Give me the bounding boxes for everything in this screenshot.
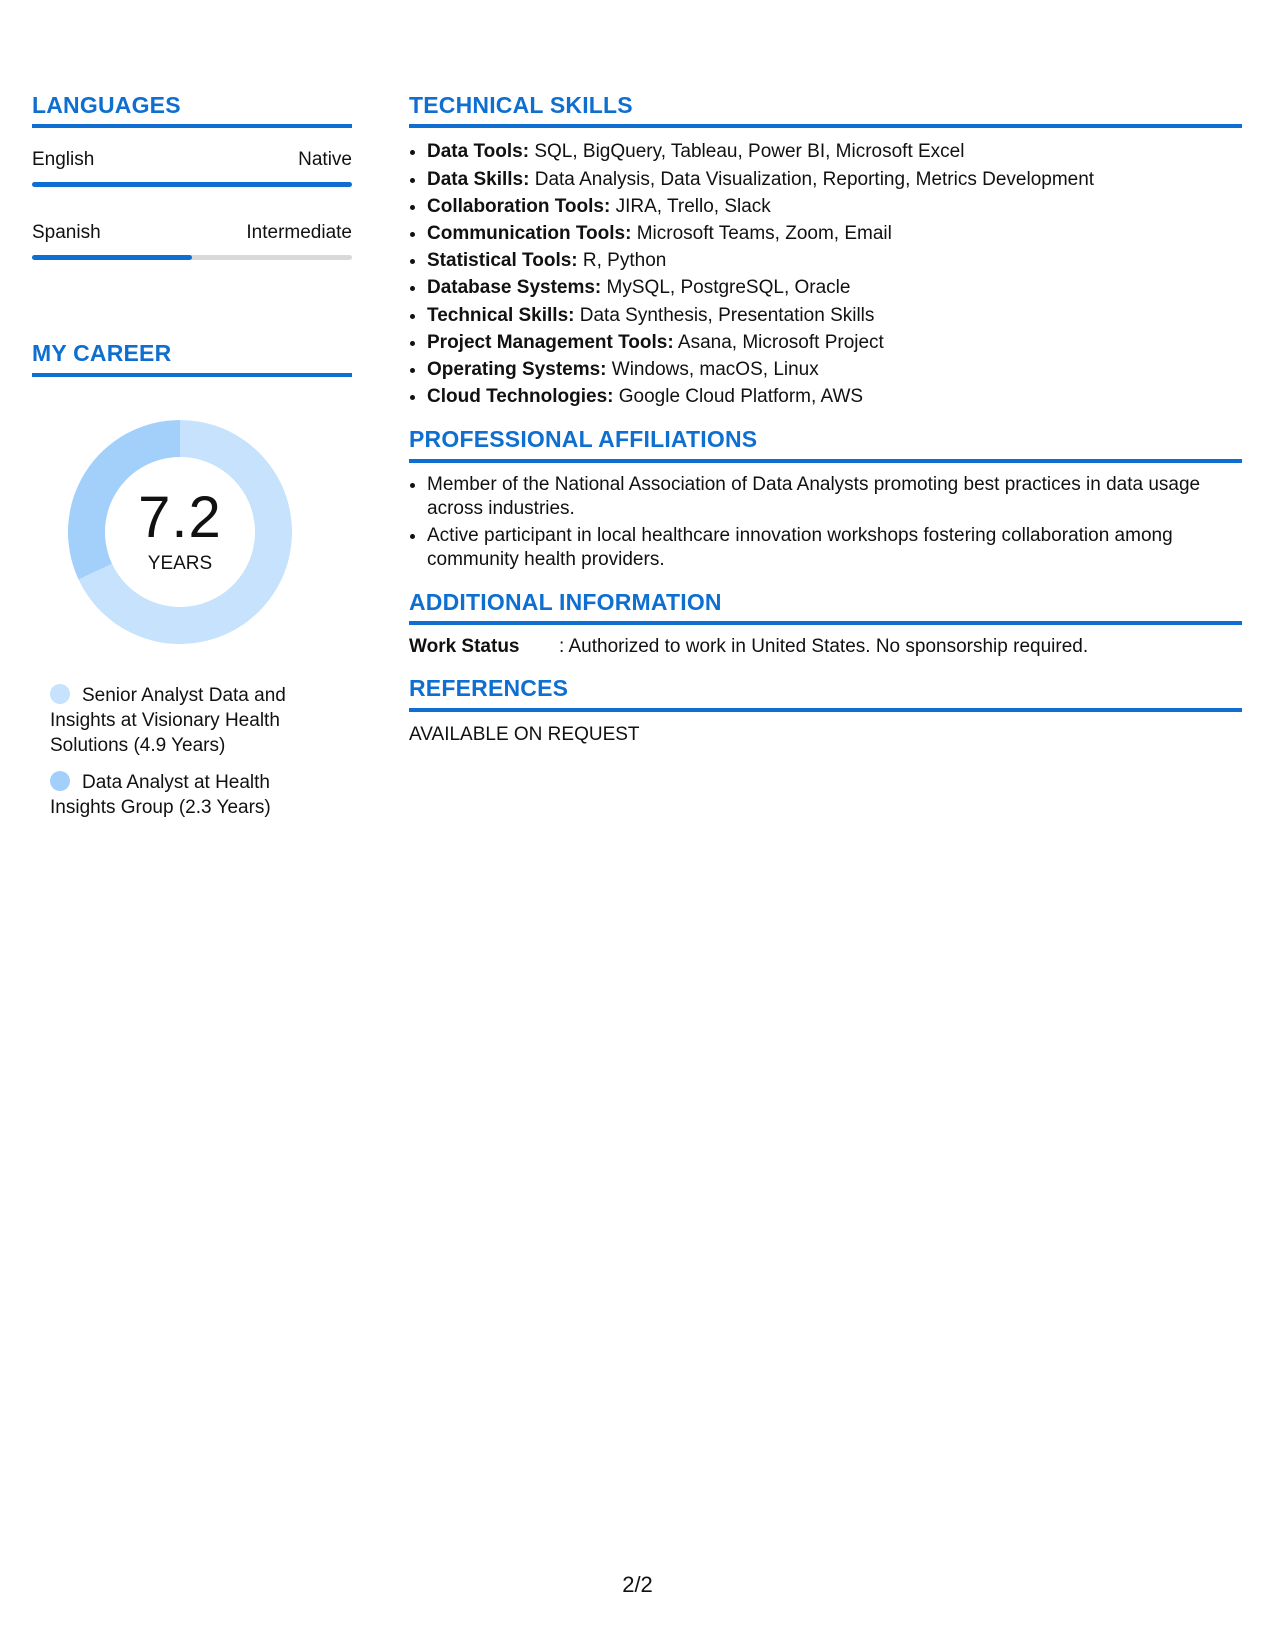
language-item — [32, 221, 352, 260]
list-item — [427, 383, 1242, 410]
skill-label: Database Systems: — [427, 277, 602, 299]
career-donut-chart — [65, 417, 295, 647]
skill-value: JIRA, Trello, Slack — [610, 195, 771, 217]
skills-list — [409, 138, 1242, 410]
skill-value: Asana, Microsoft Project — [673, 331, 884, 353]
list-item: • Member of the National Association of Data Analysts promoting best practices in data usage across industries. — [427, 473, 1242, 522]
language-item — [32, 148, 352, 187]
list-item — [427, 138, 1242, 165]
list-item — [427, 356, 1242, 383]
list-item — [427, 193, 1242, 220]
skill-label: Project Management Tools: — [427, 331, 674, 353]
additional-info-heading: ADDITIONAL INFORMATION — [409, 589, 1242, 625]
skill-value: R, Python — [577, 250, 667, 272]
career-legend — [50, 683, 300, 820]
skill-label: Data Tools: — [427, 141, 530, 163]
work-status-row — [409, 635, 1242, 659]
legend-dot — [50, 771, 70, 791]
language-level: Native — [298, 149, 352, 171]
work-status-value: : Authorized to work in United States. No sponsorship required. — [559, 636, 1089, 658]
language-proficiency-bar — [32, 182, 352, 187]
skill-value: Windows, macOS, Linux — [606, 359, 819, 381]
work-status-label: Work Status — [409, 636, 520, 658]
languages-heading: LANGUAGES — [32, 92, 352, 128]
list-item — [427, 329, 1242, 356]
language-proficiency-bar — [32, 255, 352, 260]
references-section — [409, 675, 1242, 745]
legend-item — [50, 770, 300, 820]
page-number: 2/2 — [622, 1572, 653, 1597]
affiliations-list — [409, 473, 1242, 573]
left-column — [32, 92, 352, 832]
legend-label: Senior Analyst Data and Insights at Visionary Health Solutions (4.9 Years) — [50, 684, 286, 756]
references-heading: REFERENCES — [409, 675, 1242, 711]
list-item — [427, 166, 1242, 193]
languages-section — [32, 92, 352, 260]
language-proficiency-fill — [32, 182, 352, 187]
skill-value: SQL, BigQuery, Tableau, Power BI, Microsoft Excel — [529, 141, 965, 163]
additional-info-section — [409, 589, 1242, 659]
references-text: AVAILABLE ON REQUEST — [409, 723, 640, 745]
skill-value: Microsoft Teams, Zoom, Email — [631, 223, 892, 245]
language-proficiency-fill — [32, 255, 192, 260]
skill-value: Data Synthesis, Presentation Skills — [574, 304, 875, 326]
list-item: • Active participant in local healthcare innovation workshops fostering collaboration among community health providers. — [427, 524, 1242, 573]
list-item — [427, 274, 1242, 301]
skill-value: Data Analysis, Data Visualization, Reporting, Metrics Development — [529, 168, 1095, 190]
technical-skills-section — [409, 92, 1242, 410]
skill-label: Statistical Tools: — [427, 250, 578, 272]
right-column — [409, 92, 1242, 746]
skill-label: Communication Tools: — [427, 223, 632, 245]
career-total-years: 7.2 — [138, 484, 222, 550]
legend-item — [50, 683, 300, 758]
legend-label: Data Analyst at Health Insights Group (2.3 Years) — [50, 771, 271, 818]
technical-skills-heading: TECHNICAL SKILLS — [409, 92, 1242, 128]
career-years-unit: YEARS — [147, 552, 213, 574]
language-level: Intermediate — [246, 222, 352, 244]
language-name: Spanish — [32, 222, 101, 244]
career-section — [32, 340, 352, 819]
skill-label: Data Skills: — [427, 168, 530, 190]
list-item — [427, 247, 1242, 274]
list-item — [427, 302, 1242, 329]
skill-label: Collaboration Tools: — [427, 195, 611, 217]
skill-label: Technical Skills: — [427, 304, 575, 326]
affiliations-heading: PROFESSIONAL AFFILIATIONS — [409, 426, 1242, 462]
career-heading: MY CAREER — [32, 340, 352, 376]
skill-label: Cloud Technologies: — [427, 386, 614, 408]
skill-label: Operating Systems: — [427, 359, 607, 381]
list-item — [427, 220, 1242, 247]
skill-value: Google Cloud Platform, AWS — [613, 386, 864, 408]
language-name: English — [32, 149, 95, 171]
skill-value: MySQL, PostgreSQL, Oracle — [601, 277, 851, 299]
affiliations-section — [409, 426, 1242, 572]
legend-dot — [50, 684, 70, 704]
